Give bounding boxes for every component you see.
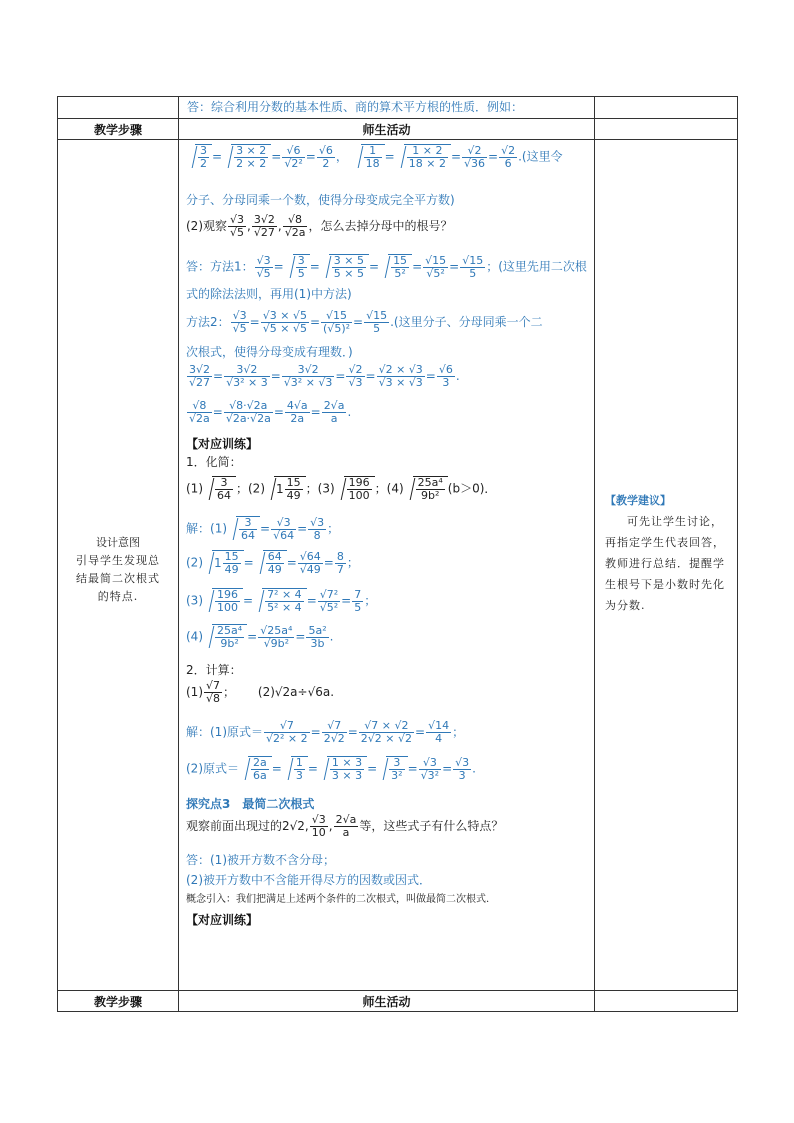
method1-line: 答：方法1： $\frac{√3}{√5}$ = $\frac{3}{5}$ = $\frac{3 \times 5}{5 \times 5}$ = $\frac{15}{\text{5²}}$ = $\frac{√15}{\text{√5²}}$ = $\frac{√15}{5}$ ；(这里先用二次根 [186,253,587,280]
training-heading-1: 【对应训练】 [186,437,259,451]
sol1-4: (4) $\frac{\text{25a⁴}}{\text{9b²}}$ = $\frac{\text{√25a⁴}}{\text{√9b²}}$ = $\frac{\text{5a²}}{3b}$ . [186,623,334,650]
l6-prefix: 方法2： [186,315,230,329]
advice-text: 可先让学生讨论，再指定学生代表回答，教师进行总结．提醒学生根号下是小数时先化为分数. [605,515,725,612]
text-l7: 次根式，使得分母变成有理数．) [186,345,353,359]
l3-prefix: (2)观察 [186,219,227,233]
header-empty [595,119,738,140]
lesson-table [57,96,738,1012]
formula-line-1: $\frac{3}{2}$ = $\frac{3 \times 2}{2 \times 2}$ = $\frac{√6}{\text{√2²}}$ = $\frac{√6}{2}$ ， $\frac{1}{18}$ = $\frac{1 \times 2}{18 \times 2}$ = $\frac{√2}{√36}$ = $\frac{√2}{6}$ .(这里令 [186,142,594,190]
q2-item-2: (2)√2a÷√6a. [257,685,335,699]
q2-title: 2．计算： [186,663,242,677]
ans-1: 答：(1)被开方数不含分母； [186,853,335,867]
top-answer-cell [179,97,595,119]
formula-3root2: $\frac{3√2}{√27}$ = $\frac{3√2}{\text{√3² × 3}}$ = $\frac{3√2}{\text{√3² × √3}}$ = $\frac{√2}{√3}$ = $\frac{√2 \times √3}{√3 \times √3}$ = $\frac{√6}{3}$ . [189,363,460,389]
design-title: 设计意图 [96,536,140,549]
top-left-cell [58,97,179,119]
footer-steps: 教学步骤 [58,991,179,1012]
observe-simplest: 观察前面出现过的2√2, $\frac{√3}{10}$ , $\frac{2√a}{a}$ 等，这些式子有什么特点？ [186,813,504,839]
footer-empty [595,991,738,1012]
advice-title: 【教学建议】 [605,494,671,507]
sol1-1: 解：(1) $\frac{3}{64}$ = $\frac{√3}{√64}$ = $\frac{√3}{8}$ ； [186,515,340,542]
advice-cell [595,140,738,991]
l6-suffix: .(这里分子、分母同乘一个二 [390,315,543,329]
l3-suffix: ，怎么去掉分母中的根号？ [308,219,453,233]
text-l5: 式的除法法则，再用(1)中方法) [186,287,352,301]
q1-items: (1) $\frac{3}{64}$ ；(2) 1 $\frac{15}{49}$ ；(3) $\frac{196}{100}$ ；(4) $\frac{\text{25a⁴}}{\text{9b²}}$ (b＞0)． [186,476,497,502]
s2-1-prefix: 解：(1)原式＝ [186,725,263,739]
formula-root8: $\frac{√8}{√2a}$ = $\frac{√8\cdot√2a}{√2a\cdot√2a}$ = $\frac{4√a}{2a}$ = $\frac{2√a}{a}$ . [189,399,352,425]
header-row [58,119,738,140]
obs-prefix: 观察前面出现过的 [186,819,283,833]
design-text: 引导学生发现总结最简二次根式的特点. [76,554,160,603]
section-3-title: 探究点3 最简二次根式 [186,797,315,811]
sol-prefix: 解： [186,521,211,536]
sol1-2: (2) 1 $\frac{15}{49}$ = $\frac{64}{49}$ = $\frac{√64}{√49}$ = $\frac{8}{7}$ ； [186,549,359,576]
l4-prefix: 答：方法1： [186,259,254,274]
sol2-2: (2)原式＝ $\frac{2a}{6a}$ = $\frac{1}{3}$ = $\frac{1 \times 3}{3 \times 3}$ = $\frac{3}{\text{3²}}$ = $\frac{√3}{\text{√3²}}$ = $\frac{√3}{3}$ . [186,755,476,782]
text-l2: 分子、分母同乘一个数，使得分母变成完全平方数) [186,193,455,207]
top-answer-text: 答：综合利用分数的基本性质、商的算术平方根的性质．例如： [187,100,524,114]
main-row [58,140,738,991]
footer-row [58,991,738,1012]
observe-line: (2)观察 $\frac{√3}{√5}$ , $\frac{3√2}{√27}$ , $\frac{√8}{√2a}$ ，怎么去掉分母中的根号？ [186,213,453,239]
training-heading-2: 【对应训练】 [186,913,259,927]
sol1-3: (3) $\frac{196}{100}$ = $\frac{\text{7² × 4}}{\text{5² × 4}}$ = $\frac{\text{√7²}}{\text{√5²}}$ = $\frac{7}{5}$ ； [186,587,377,614]
activity-cell [179,140,595,991]
l4-suffix: ；(这里先用二次根 [486,259,587,274]
header-activity: 师生活动 [179,119,595,140]
q2-items: (1) $\frac{√7}{√8}$ ； (2)√2a÷√6a. [186,679,335,705]
l1-note: .(这里令 [518,149,563,164]
header-steps: 教学步骤 [58,119,179,140]
concept-line: 概念引入：我们把满足上述两个条件的二次根式，叫做最简二次根式. [186,894,490,905]
design-cell [58,140,179,991]
ans-2: (2)被开方数中不含能开得尽方的因数或因式． [186,873,431,887]
q1-title: 1．化简： [186,455,242,469]
footer-activity: 师生活动 [179,991,595,1012]
sol2-1: 解：(1)原式＝ $\frac{√7}{\text{√2² × 2}}$ = $\frac{√7}{2√2}$ = $\frac{√7 \times √2}{2√2 \times √2}$ = $\frac{√14}{4}$ ； [186,719,465,745]
obs-suffix: 等，这些式子有什么特点？ [359,819,504,833]
method2-line: 方法2： $\frac{√3}{√5}$ = $\frac{√3 \times √5}{√5 \times √5}$ = $\frac{√15}{\text{(√5)²}}$ = $\frac{√15}{5}$ .(这里分子、分母同乘一个二 [186,309,543,335]
s2-2-prefix: (2)原式＝ [186,761,239,776]
top-right-cell [595,97,738,119]
